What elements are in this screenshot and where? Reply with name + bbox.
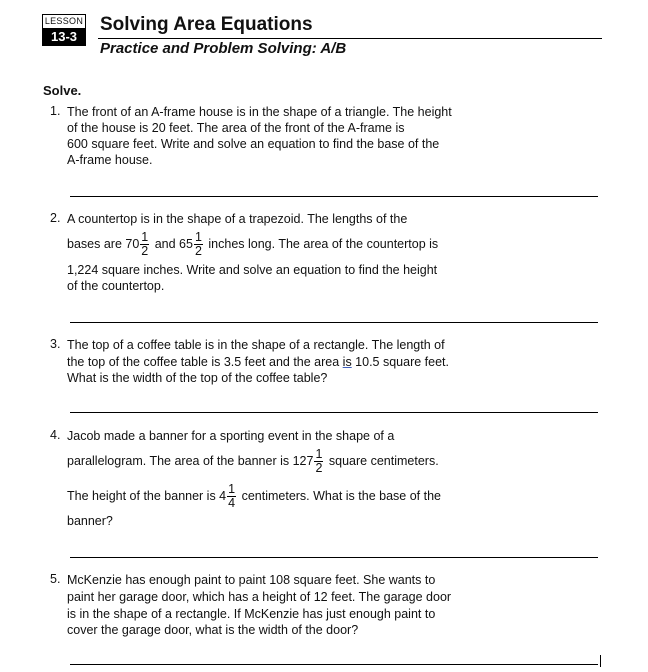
- problem-text-line: cover the garage door, what is the width of the door?: [67, 623, 359, 637]
- problem-text-line: The top of a coffee table is in the shape of a rectangle. The length of: [67, 338, 445, 352]
- fraction: [140, 231, 149, 258]
- problem-text-line: [67, 354, 449, 370]
- lesson-number: 13-3: [43, 28, 85, 46]
- text-segment: and 65: [154, 237, 193, 251]
- problem-text-line: of the house is 20 feet. The area of the front of the A-frame is: [67, 121, 405, 135]
- problem-text-line: A countertop is in the shape of a trapezoid. The lengths of the: [67, 212, 408, 226]
- answer-line[interactable]: [70, 557, 598, 558]
- problem-text-line: is in the shape of a rectangle. If McKenzie has just enough paint to: [67, 607, 436, 621]
- problem-text-line: What is the width of the top of the coffee table?: [67, 371, 328, 385]
- problem-number: 3.: [50, 337, 61, 351]
- numerator: 1: [194, 230, 202, 245]
- answer-line[interactable]: [70, 196, 598, 197]
- page-title: Solving Area Equations: [100, 14, 313, 35]
- problem-text-line: 600 square feet. Write and solve an equation to find the base of the: [67, 137, 440, 151]
- problem-number: 2.: [50, 211, 61, 225]
- text-segment: square centimeters.: [328, 454, 439, 468]
- problem-text-line: paint her garage door, which has a height of 12 feet. The garage door: [67, 590, 452, 604]
- problem-text-line: 1,224 square inches. Write and solve an equation to find the height: [67, 263, 438, 277]
- text-cursor: [600, 655, 601, 667]
- problem-text-line: McKenzie has enough paint to paint 108 square feet. She wants to: [67, 573, 436, 587]
- fraction: [314, 448, 323, 475]
- numerator: 1: [228, 482, 236, 497]
- underlined-word: is: [342, 355, 352, 369]
- denominator: 2: [194, 244, 202, 259]
- fraction: [194, 231, 203, 258]
- problem-text-line: [67, 482, 441, 510]
- problem-text-line: of the countertop.: [67, 279, 165, 293]
- lesson-badge: [42, 14, 86, 46]
- lesson-label: LESSON: [44, 16, 84, 26]
- page-subtitle: Practice and Problem Solving: A/B: [100, 40, 347, 57]
- answer-line[interactable]: [70, 412, 598, 413]
- instructions: Solve.: [43, 83, 82, 98]
- numerator: 1: [315, 447, 323, 462]
- problem-number: 4.: [50, 428, 61, 442]
- problem-text-line: [67, 447, 439, 475]
- denominator: 2: [315, 461, 323, 476]
- problem-text-line: [67, 230, 438, 258]
- text-segment: bases are 70: [67, 237, 140, 251]
- problem-text-line: banner?: [67, 514, 113, 528]
- problem-text-line: A-frame house.: [67, 153, 153, 167]
- denominator: 4: [228, 496, 236, 511]
- answer-line[interactable]: [70, 664, 598, 665]
- problem-number: 5.: [50, 572, 61, 586]
- text-segment: parallelogram. The area of the banner is 127: [67, 454, 314, 468]
- problem-text-line: Jacob made a banner for a sporting event in the shape of a: [67, 429, 395, 443]
- text-segment: The height of the banner is 4: [67, 489, 227, 503]
- fraction: [227, 483, 236, 510]
- denominator: 2: [141, 244, 149, 259]
- text-segment: inches long. The area of the countertop is: [208, 237, 439, 251]
- numerator: 1: [141, 230, 149, 245]
- problem-text-line: The front of an A-frame house is in the shape of a triangle. The height: [67, 105, 452, 119]
- text-segment: centimeters. What is the base of the: [241, 489, 441, 503]
- text-segment: 10.5 square feet.: [351, 355, 449, 369]
- problem-number: 1.: [50, 104, 61, 118]
- text-segment: the top of the coffee table is 3.5 feet and the area: [67, 355, 343, 369]
- answer-line[interactable]: [70, 322, 598, 323]
- title-rule: [98, 38, 602, 39]
